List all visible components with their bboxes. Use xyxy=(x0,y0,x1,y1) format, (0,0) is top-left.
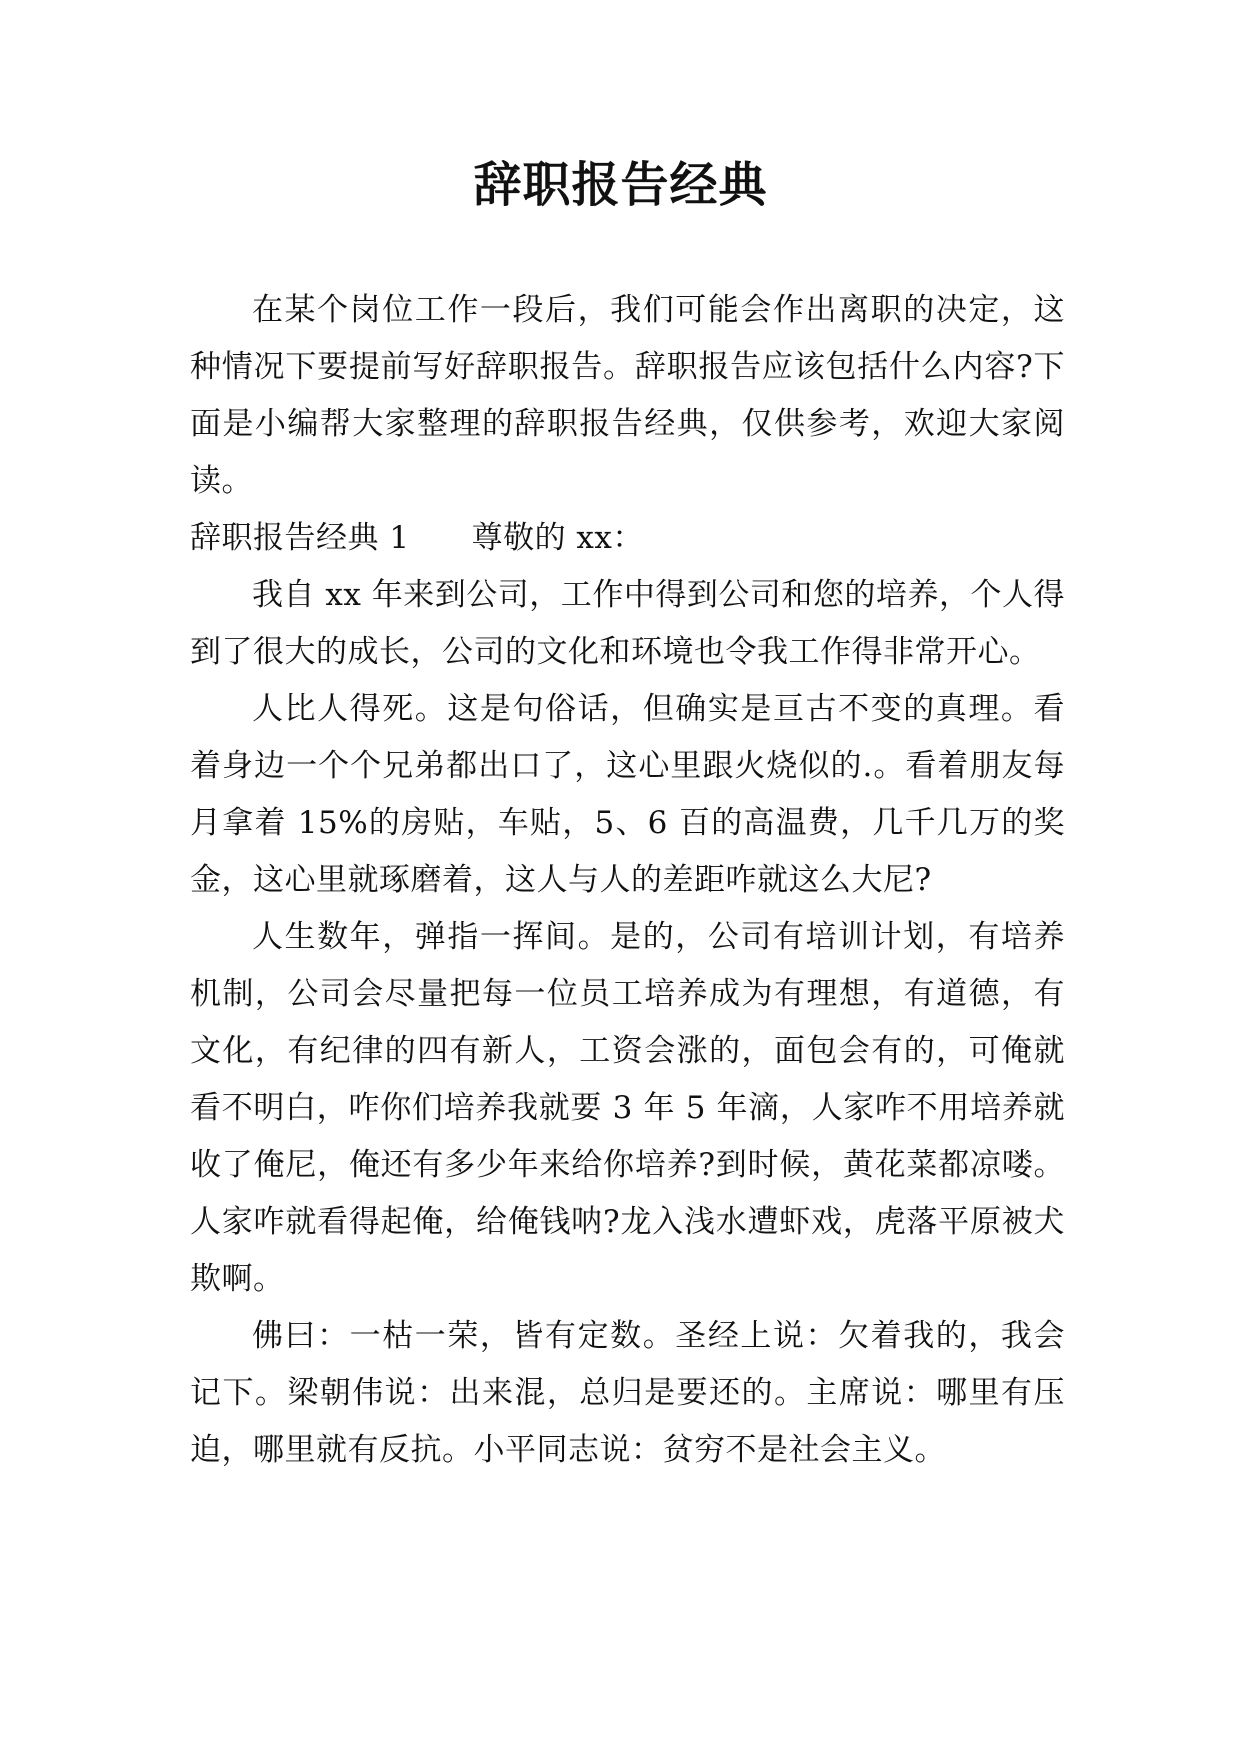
body-paragraph-4: 佛曰：一枯一荣，皆有定数。圣经上说：欠着我的，我会记下。梁朝伟说：出来混，总归是要还的。主席说：哪里有压迫，哪里就有反抗。小平同志说：贫穷不是社会主义。 xyxy=(190,1318,1065,1468)
body-paragraph-1: 我自 xx 年来到公司，工作中得到公司和您的培养，个人得到了很大的成长，公司的文化和环境也令我工作得非常开心。 xyxy=(190,577,1065,670)
document-title: 辞职报告经典 xyxy=(473,157,768,213)
document-body xyxy=(190,282,1065,1479)
body-paragraph-2: 人比人得死。这是句俗话，但确实是亘古不变的真理。看着身边一个个兄弟都出口了，这心里跟火烧似的.。看着朋友每月拿着 15%的房贴，车贴，5、6 百的高温费，几千几万的奖金，这心里就琢磨着，这人与人的差距咋就这么大尼? xyxy=(190,691,1065,898)
salutation: 尊敬的 xx： xyxy=(471,520,644,556)
intro-paragraph: 在某个岗位工作一段后，我们可能会作出离职的决定，这种情况下要提前写好辞职报告。辞职报告应该包括什么内容?下面是小编帮大家整理的辞职报告经典，仅供参考，欢迎大家阅读。 xyxy=(190,292,1065,499)
body-paragraph-3: 人生数年，弹指一挥间。是的，公司有培训计划，有培养机制，公司会尽量把每一位员工培养成为有理想，有道德，有文化，有纪律的四有新人，工资会涨的，面包会有的，可俺就看不明白，咋你们培养我就要 3 年 5 年滴，人家咋不用培养就收了俺尼，俺还有多少年来给你培养?到时候，黄花菜都凉喽。人家咋就看得起俺，给俺钱呐?龙入浅水遭虾戏，虎落平原被犬欺啊。 xyxy=(190,919,1065,1297)
section-heading-line xyxy=(190,510,1065,567)
section-heading: 辞职报告经典 1 xyxy=(190,520,410,556)
